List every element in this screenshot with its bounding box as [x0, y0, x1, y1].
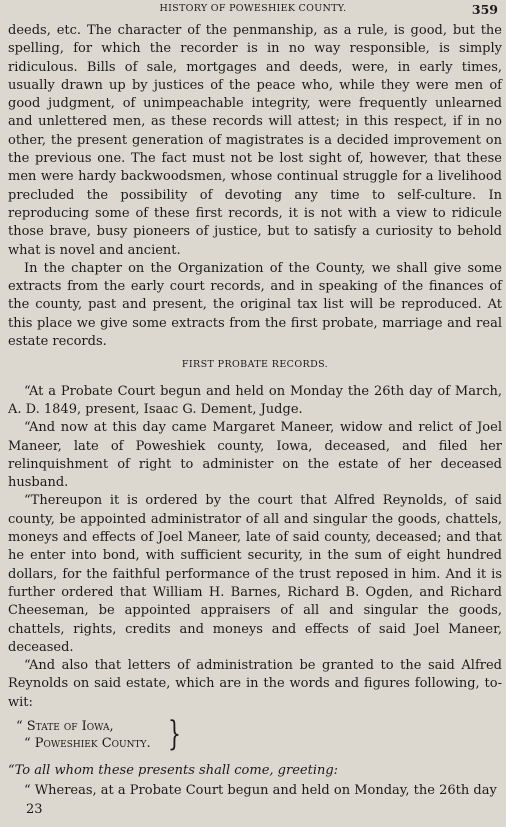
- page-number: 359: [471, 2, 498, 17]
- page-body: [8, 22, 502, 819]
- probate-paragraph-relinquishment: “And now at this day came Margaret Maneer, widow and relict of Joel Maneer, late of Poweshiek county, Iowa, deceased, and filed her relinquishment of right to administer on the estate of her deceased husband.: [8, 420, 502, 491]
- whereas-line: “ Whereas, at a Probate Court begun and held on Monday, the 26th day: [24, 783, 497, 799]
- probate-paragraph-court: “At a Probate Court begun and held on Monday the 26th day of March, A. D. 1849, present, Isaac G. Dement, Judge.: [8, 383, 502, 417]
- document-caption: [8, 713, 502, 756]
- signature-mark: 23: [26, 801, 43, 817]
- running-title: HISTORY OF POWESHIEK COUNTY.: [159, 3, 347, 14]
- caption-state: “ State of Iowa,: [16, 718, 114, 734]
- paragraph-penmanship: deeds, etc. The character of the penmanship, as a rule, is good, but the spelling, for which the recorder is in no way responsible, is simply ridiculous. Bills of sale, mortgages and deeds, were, in early times, usually drawn up by justices of the peace who, while they were men of good judgment, of unimpeachable integrity, were frequently unlearned and unlettered men, as these records will attest; in this respect, if in no other, the present generation of magistrates is a decided improvement on the previous one. The fact must not be lost sight of, however, that these men were hardy backwoodsmen, whose continual struggle for a livelihood precluded the possibility of devoting any time to self-culture. In reproducing some of these first records, it is not with a view to ridicule those brave, busy pioneers of justice, but to satisfy a curiosity to behold what is novel and ancient.: [8, 23, 502, 258]
- caption-county: “ Poweshiek County.: [24, 735, 151, 751]
- running-head: [0, 0, 506, 20]
- probate-paragraph-administrator: “Thereupon it is ordered by the court that Alfred Reynolds, of said county, be appointed administrator of all and singular the goods, chattels, moneys and effects of Joel Maneer, late of said county, deceased; and that he enter into bond, with sufficient security, in the sum of eight hundred dollars, for the faithful performance of the trust reposed in him. And it is further ordered that William H. Barnes, Richard B. Ogden, and Richard Cheeseman, be appointed appraisers of all and singular the goods, chattels, rights, credits and moneys and effects of said Joel Maneer, deceased.: [8, 493, 502, 655]
- greeting-line: “To all whom these presents shall come, greeting:: [8, 762, 339, 778]
- paragraph-organization: In the chapter on the Organization of the County, we shall give some extracts from the early court records, and in speaking of the finances of the county, past and present, the original tax list will be reproduced. At this place we give some extracts from the first probate, marriage and real estate records.: [8, 260, 502, 350]
- section-heading: FIRST PROBATE RECORDS.: [181, 359, 329, 371]
- probate-paragraph-letters: “And also that letters of administration be granted to the said Alfred Reynolds on said estate, which are in the words and figures following, to-wit:: [8, 658, 502, 710]
- caption-brace: }: [168, 713, 181, 754]
